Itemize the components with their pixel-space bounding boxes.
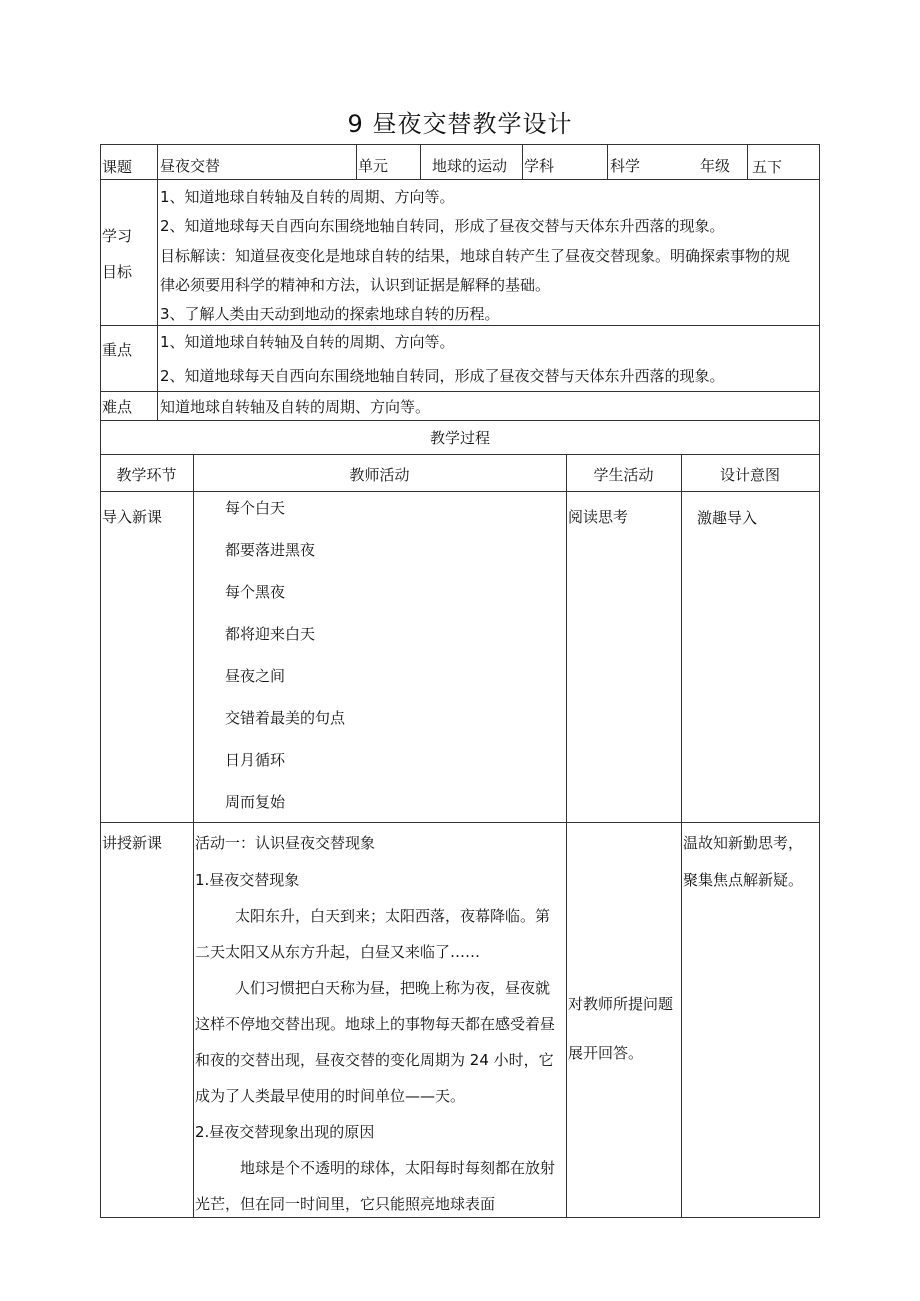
lecture-teacher-line: 这样不停地交替出现。地球上的事物每天都在感受着昼 (195, 1015, 556, 1033)
intro-teacher-line: 周而复始 (225, 793, 286, 811)
column-header-teacher: 教师活动 (349, 466, 410, 484)
lecture-teacher-line: 1.昼夜交替现象 (195, 871, 300, 889)
lecture-teacher-line: 人们习惯把白天称为昼，把晚上称为夜，昼夜就 (235, 979, 551, 997)
lecture-intent-line: 温故知新勤思考， (683, 834, 804, 852)
lecture-teacher-line: 地球是个不透明的球体，太阳每时每刻都在放射 (240, 1159, 556, 1177)
intro-student-activity: 阅读思考 (568, 508, 629, 526)
lecture-stage: 讲授新课 (102, 834, 163, 852)
column-header-intent: 设计意图 (719, 466, 780, 484)
objective-line: 1、知道地球自转轴及自转的周期、方向等。 (160, 188, 455, 206)
process-heading: 教学过程 (429, 429, 490, 447)
intro-teacher-line: 都将迎来白天 (225, 625, 316, 643)
unit-label: 单元 (358, 157, 389, 175)
lecture-teacher-line: 活动一：认识昼夜交替现象 (195, 834, 376, 852)
intro-teacher-line: 每个白天 (225, 499, 286, 517)
subject-value: 科学 (610, 157, 641, 175)
objectives-label-line2: 目标 (102, 263, 133, 281)
difficulty-label: 难点 (102, 398, 133, 416)
unit-value: 地球的运动 (432, 157, 508, 175)
intro-teacher-line: 昼夜之间 (225, 667, 286, 685)
column-header-stage: 教学环节 (116, 466, 177, 484)
objective-line: 2、知道地球每天自西向东围绕地轴自转同，形成了昼夜交替与天体东升西落的现象。 (160, 217, 725, 235)
lecture-teacher-line: 太阳东升，白天到来；太阳西落，夜幕降临。第 (235, 907, 551, 925)
lecture-teacher-line: 光芒，但在同一时间里，它只能照亮地球表面 (195, 1195, 496, 1213)
intro-teacher-line: 交错着最美的句点 (225, 709, 346, 727)
lecture-student-line: 对教师所提问题 (568, 995, 674, 1013)
key-point-line: 1、知道地球自转轴及自转的周期、方向等。 (160, 333, 455, 351)
objective-line: 目标解读：知道昼夜变化是地球自转的结果，地球自转产生了昼夜交替现象。明确探索事物的规 (160, 247, 791, 265)
column-header-student: 学生活动 (593, 466, 654, 484)
objectives-label-line1: 学习 (102, 227, 133, 245)
objective-line: 3、了解人类由天动到地动的探索地球自转的历程。 (160, 305, 500, 323)
key-point-line: 2、知道地球每天自西向东围绕地轴自转同，形成了昼夜交替与天体东升西落的现象。 (160, 367, 725, 385)
lecture-intent-line: 聚集焦点解新疑。 (683, 871, 804, 889)
lesson-value: 昼夜交替 (160, 157, 221, 175)
lecture-teacher-line: 和夜的交替出现，昼夜交替的变化周期为 24 小时，它 (195, 1051, 554, 1069)
intro-teacher-line: 每个黑夜 (225, 583, 286, 601)
lecture-teacher-line: 成为了人类最早使用的时间单位——天。 (195, 1087, 466, 1105)
lecture-teacher-line: 二天太阳又从东方升起，白昼又来临了…… (195, 943, 481, 961)
intro-teacher-line: 日月循环 (225, 751, 286, 769)
key-points-label: 重点 (102, 341, 133, 359)
difficulty-text: 知道地球自转轴及自转的周期、方向等。 (160, 398, 431, 416)
grade-value: 五下 (752, 158, 783, 176)
grade-label: 年级 (700, 157, 731, 175)
intro-stage: 导入新课 (102, 508, 163, 526)
lecture-teacher-line: 2.昼夜交替现象出现的原因 (195, 1123, 375, 1141)
subject-label: 学科 (524, 157, 555, 175)
page-title: 9 昼夜交替教学设计 (347, 110, 573, 138)
lesson-label: 课题 (102, 158, 133, 176)
objective-line: 律必须要用科学的精神和方法，认识到证据是解释的基础。 (160, 276, 551, 294)
intro-design-intent: 激趣导入 (697, 509, 758, 527)
lecture-student-line: 展开回答。 (568, 1044, 644, 1062)
intro-teacher-line: 都要落进黑夜 (225, 541, 316, 559)
